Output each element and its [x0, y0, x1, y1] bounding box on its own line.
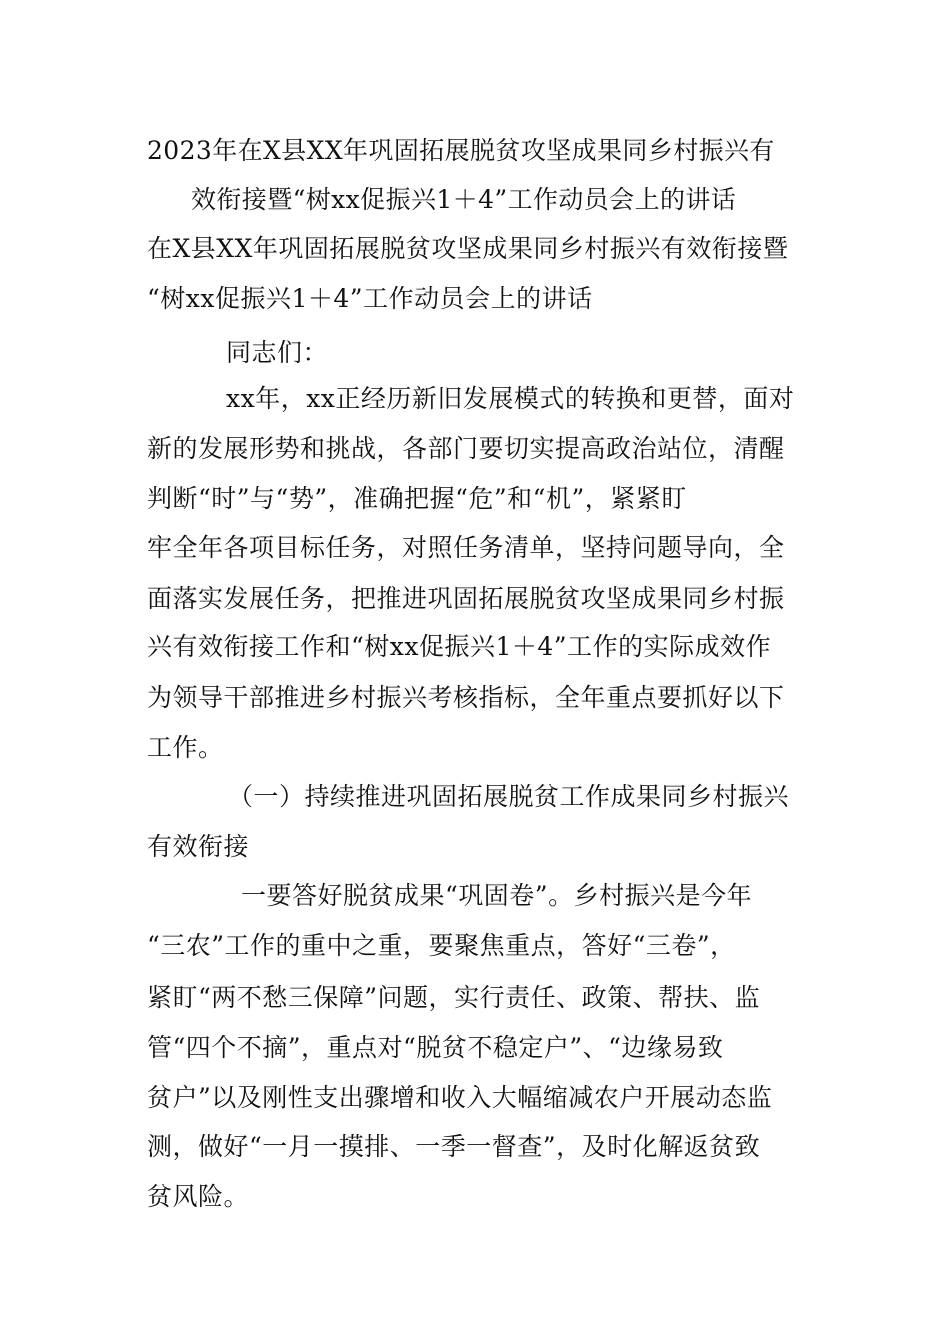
intro-line-7: 为领导干部推进乡村振兴考核指标，全年重点要抓好以下	[147, 683, 785, 712]
intro-line-6: 兴有效衔接工作和“树xx促振兴1＋4”工作的实际成效作	[147, 632, 772, 661]
section-line-3: 紧盯“两不愁三保障”问题，实行责任、政策、帮扶、监	[147, 983, 761, 1012]
section-line-7: 贫风险。	[147, 1182, 250, 1211]
intro-line-5: 面落实发展任务，把推进巩固拓展脱贫攻坚成果同乡村振	[147, 584, 785, 613]
title-line-1: 2023年在X县XX年巩固拓展脱贫攻坚成果同乡村振兴有	[147, 136, 775, 165]
section-heading-line-2: 有效衔接	[147, 832, 250, 861]
intro-line-3: 判断“时”与“势”，准确把握“危”和“机”，紧紧盯	[147, 484, 687, 513]
title-line-2: 效衔接暨“树xx促振兴1＋4”工作动员会上的讲话	[191, 185, 737, 214]
salutation: 同志们：	[226, 338, 329, 367]
intro-line-1: xx年，xx正经历新旧发展模式的转换和更替，面对	[226, 384, 795, 413]
intro-line-2: 新的发展形势和挑战，各部门要切实提高政治站位，清醒	[147, 434, 785, 463]
section-line-5: 贫户”以及刚性支出骤增和收入大幅缩减农户开展动态监	[147, 1083, 773, 1112]
subtitle-line-2: “树xx促振兴1＋4”工作动员会上的讲话	[147, 284, 593, 313]
intro-line-8: 工作。	[147, 733, 224, 762]
section-line-6: 测，做好“一月一摸排、一季一督查”，及时化解返贫致	[147, 1132, 761, 1161]
section-line-4: 管“四个不摘”，重点对“脱贫不稳定户”、“边缘易致	[147, 1033, 724, 1062]
intro-line-4: 牢全年各项目标任务，对照任务清单，坚持问题导向，全	[147, 533, 785, 562]
section-line-2: “三农”工作的重中之重，要聚焦重点，答好“三卷”，	[147, 931, 736, 960]
subtitle-line-1: 在X县XX年巩固拓展脱贫攻坚成果同乡村振兴有效衔接暨	[147, 234, 789, 263]
section-heading-line-1: （一）持续推进巩固拓展脱贫工作成果同乡村振兴	[228, 782, 790, 811]
section-line-1: 一要答好脱贫成果“巩固卷”。乡村振兴是今年	[241, 881, 753, 910]
